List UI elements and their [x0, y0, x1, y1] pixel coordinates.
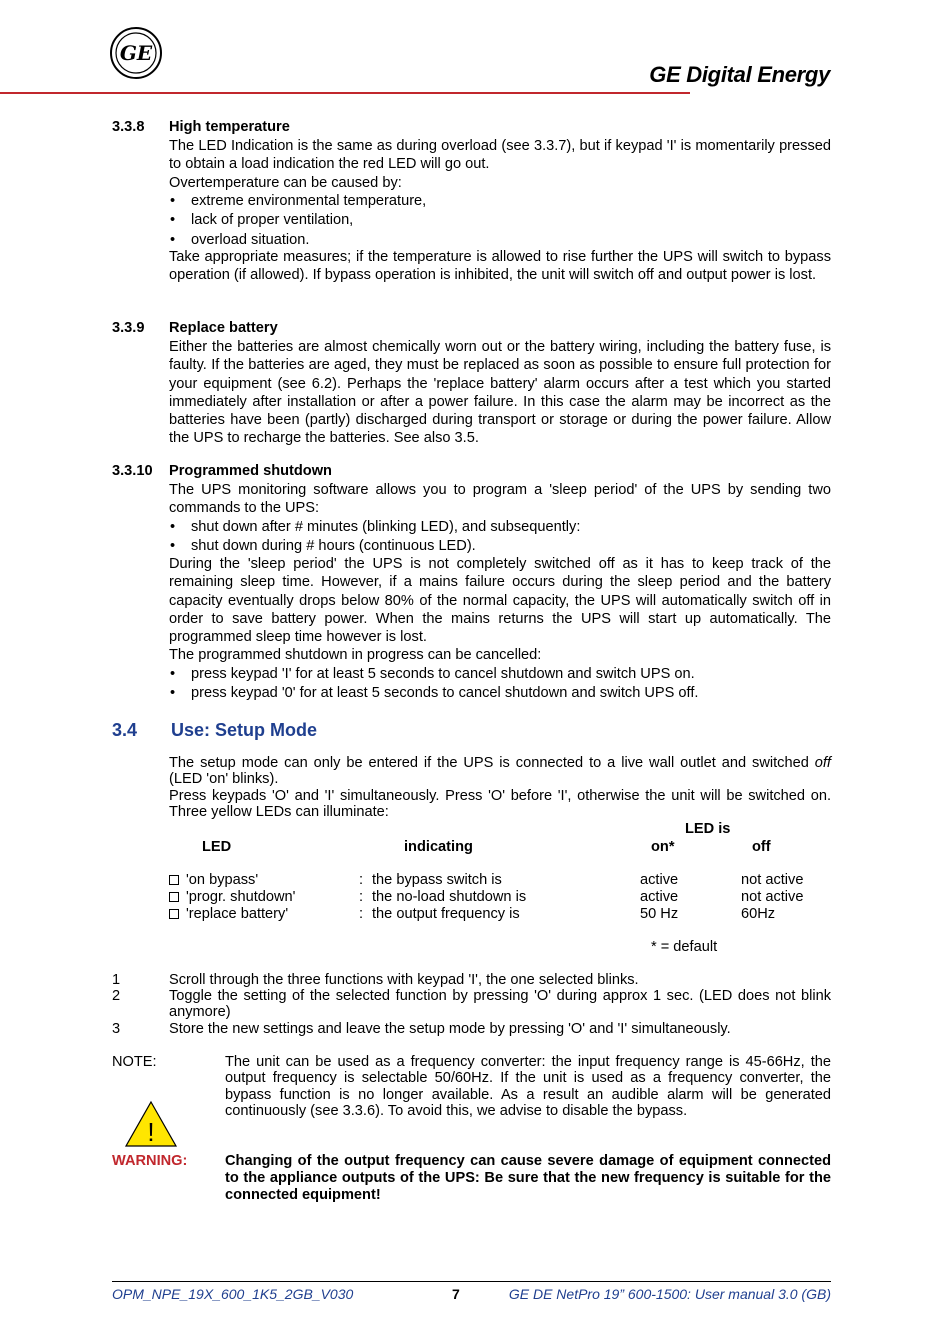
off-cell: not active: [741, 889, 804, 905]
brand-title: GE Digital Energy: [649, 62, 830, 87]
checkbox-icon: [169, 892, 179, 902]
indicating-cell: the output frequency is: [372, 906, 520, 922]
step-text: Toggle the setting of the selected function by pressing 'O' during approx 1 sec. (LED does not blink anymore): [169, 988, 831, 1020]
led-is-header: LED is: [685, 821, 731, 837]
section-title-high-temperature: High temperature: [169, 119, 290, 135]
section-title-setup-mode: Use: Setup Mode: [171, 720, 318, 740]
list-item: • shut down during # hours (continuous LED).: [169, 537, 831, 556]
table-footnote: * = default: [651, 939, 718, 955]
checkbox-icon: [169, 909, 179, 919]
footer-doc-id: OPM_NPE_19X_600_1K5_2GB_V030: [112, 1286, 354, 1302]
section-number-3-3-9: 3.3.9: [112, 320, 145, 336]
footer-manual-title: GE DE NetPro 19” 600-1500: User manual 3.0 (GB): [508, 1286, 831, 1302]
step-text: Scroll through the three functions with keypad 'I', the one selected blinks.: [169, 972, 639, 988]
warning-text: Changing of the output frequency can cause severe damage of equipment connected to the appliance outputs of the UPS: Be sure that the new frequency is suitable for the connected equipment!: [225, 1153, 831, 1203]
off-cell: 60Hz: [741, 906, 776, 922]
step-number: 2: [112, 988, 121, 1004]
led-cell: 'progr. shutdown': [169, 889, 295, 905]
overtemp-causes-label: Overtemperature can be caused by:: [169, 174, 402, 191]
replace-battery-body: Either the batteries are almost chemically worn out or the battery wiring, including the battery fuse, is faulty. If the batteries are aged, they must be replaced as soon as possible to ensure full protection for your equipment (see 6.2). Perhaps the 'replace battery' alarm occurs after a test which you started immediately after installation or after a power failure. In this case the alarm may be incorrect as the batteries have been (partly) discharged during transport or storage or during the power failure. Allow the UPS to recharge the batteries. See also 3.5.: [169, 339, 831, 447]
col-header-off: off: [752, 839, 771, 855]
sep-cell: :: [359, 906, 364, 922]
list-item: • press keypad 'I' for at least 5 seconds to cancel shutdown and switch UPS on.: [169, 665, 831, 684]
indicating-cell: the bypass switch is: [372, 872, 502, 888]
sep-cell: :: [359, 872, 364, 888]
list-item: • shut down after # minutes (blinking LED), and subsequently:: [169, 518, 831, 537]
off-emphasis: off: [814, 755, 831, 771]
section-number-3-3-8: 3.3.8: [112, 119, 145, 135]
section-title-replace-battery: Replace battery: [169, 320, 278, 336]
indicating-cell: the no-load shutdown is: [372, 889, 527, 905]
list-item: • extreme environmental temperature,: [169, 192, 831, 211]
ge-logo-text: GE: [119, 41, 153, 65]
programmed-shutdown-intro: The UPS monitoring software allows you to program a 'sleep period' of the UPS by sending two commands to the UPS:: [169, 482, 831, 517]
high-temp-measures: Take appropriate measures; if the temperature is allowed to rise further the UPS will switch to bypass operation (if allowed). If bypass operation is inhibited, the unit will switch off and output power is lost.: [169, 249, 831, 284]
step-text: Store the new settings and leave the setup mode by pressing 'O' and 'I' simultaneously.: [169, 1021, 731, 1037]
step-number: 3: [112, 1021, 121, 1037]
setup-press-instructions: Press keypads 'O' and 'I' simultaneously. Press 'O' before 'I', otherwise the unit will be switched on. Three yellow LEDs can illuminate:: [169, 787, 831, 821]
shutdown-commands-list: [169, 518, 831, 557]
led-cell: 'replace battery': [169, 906, 288, 922]
cancel-shutdown-list: [169, 665, 831, 704]
section-number-3-4: 3.4: [112, 720, 138, 740]
warning-label: WARNING:: [112, 1153, 188, 1169]
list-item: • overload situation.: [169, 231, 831, 250]
cancel-label: The programmed shutdown in progress can be cancelled:: [169, 647, 542, 664]
led-cell: 'on bypass': [169, 872, 258, 888]
on-cell: 50 Hz: [640, 906, 679, 922]
on-cell: active: [640, 889, 679, 905]
checkbox-icon: [169, 875, 179, 885]
col-header-led: LED: [202, 839, 232, 855]
warning-triangle-icon: [124, 1100, 178, 1148]
ge-logo: [110, 27, 162, 79]
sep-cell: :: [359, 889, 364, 905]
col-header-on: on*: [651, 839, 675, 855]
section-number-3-3-10: 3.3.10: [112, 463, 153, 479]
warning-exclamation: !: [147, 1117, 155, 1147]
note-label: NOTE:: [112, 1054, 157, 1070]
on-cell: active: [640, 872, 679, 888]
col-header-indicating: indicating: [404, 839, 473, 855]
sleep-period-description: During the 'sleep period' the UPS is not completely switched off as it has to keep track of the remaining sleep time. However, if a mains failure occurs during the sleep period and the battery capacity eventually drops below 80% of the normal capacity, the UPS will automatically switch off in order to save battery power. When the mains returns the UPS will start up automatically. The programmed sleep time however is lost. The programmed shutdown in progress can be cancelled:: [169, 556, 831, 664]
setup-mode-intro: The setup mode can only be entered if the UPS is connected to a live wall outlet and switched off (LED 'on' blinks). Press keypads 'O' and 'I' simultaneously. Press 'O' before 'I', otherwise the unit will be switched on. Three yellow LEDs can illuminate:: [169, 755, 831, 821]
page-number: 7: [452, 1286, 460, 1302]
header-rule: [0, 92, 690, 94]
footer-rule: [112, 1281, 831, 1282]
note-text: The unit can be used as a frequency converter: the input frequency range is 45-66Hz, the output frequency is selectable 50/60Hz. If the unit is used as a frequency converter, the bypass function is no longer available. As a result an audible alarm will be generated continuously (see 3.3.6). To avoid this, we advise to disable the bypass.: [225, 1054, 831, 1120]
step-number: 1: [112, 972, 121, 988]
high-temp-intro: The LED Indication is the same as during overload (see 3.3.7), but if keypad 'I' is momentarily pressed to obtain a load indication the red LED will go out. Overtemperature can be caused by:: [169, 138, 831, 191]
overtemp-causes-list: [169, 192, 831, 250]
off-cell: not active: [741, 872, 804, 888]
list-item: • press keypad '0' for at least 5 seconds to cancel shutdown and switch UPS off.: [169, 684, 831, 703]
list-item: • lack of proper ventilation,: [169, 211, 831, 230]
section-title-programmed-shutdown: Programmed shutdown: [169, 463, 332, 479]
